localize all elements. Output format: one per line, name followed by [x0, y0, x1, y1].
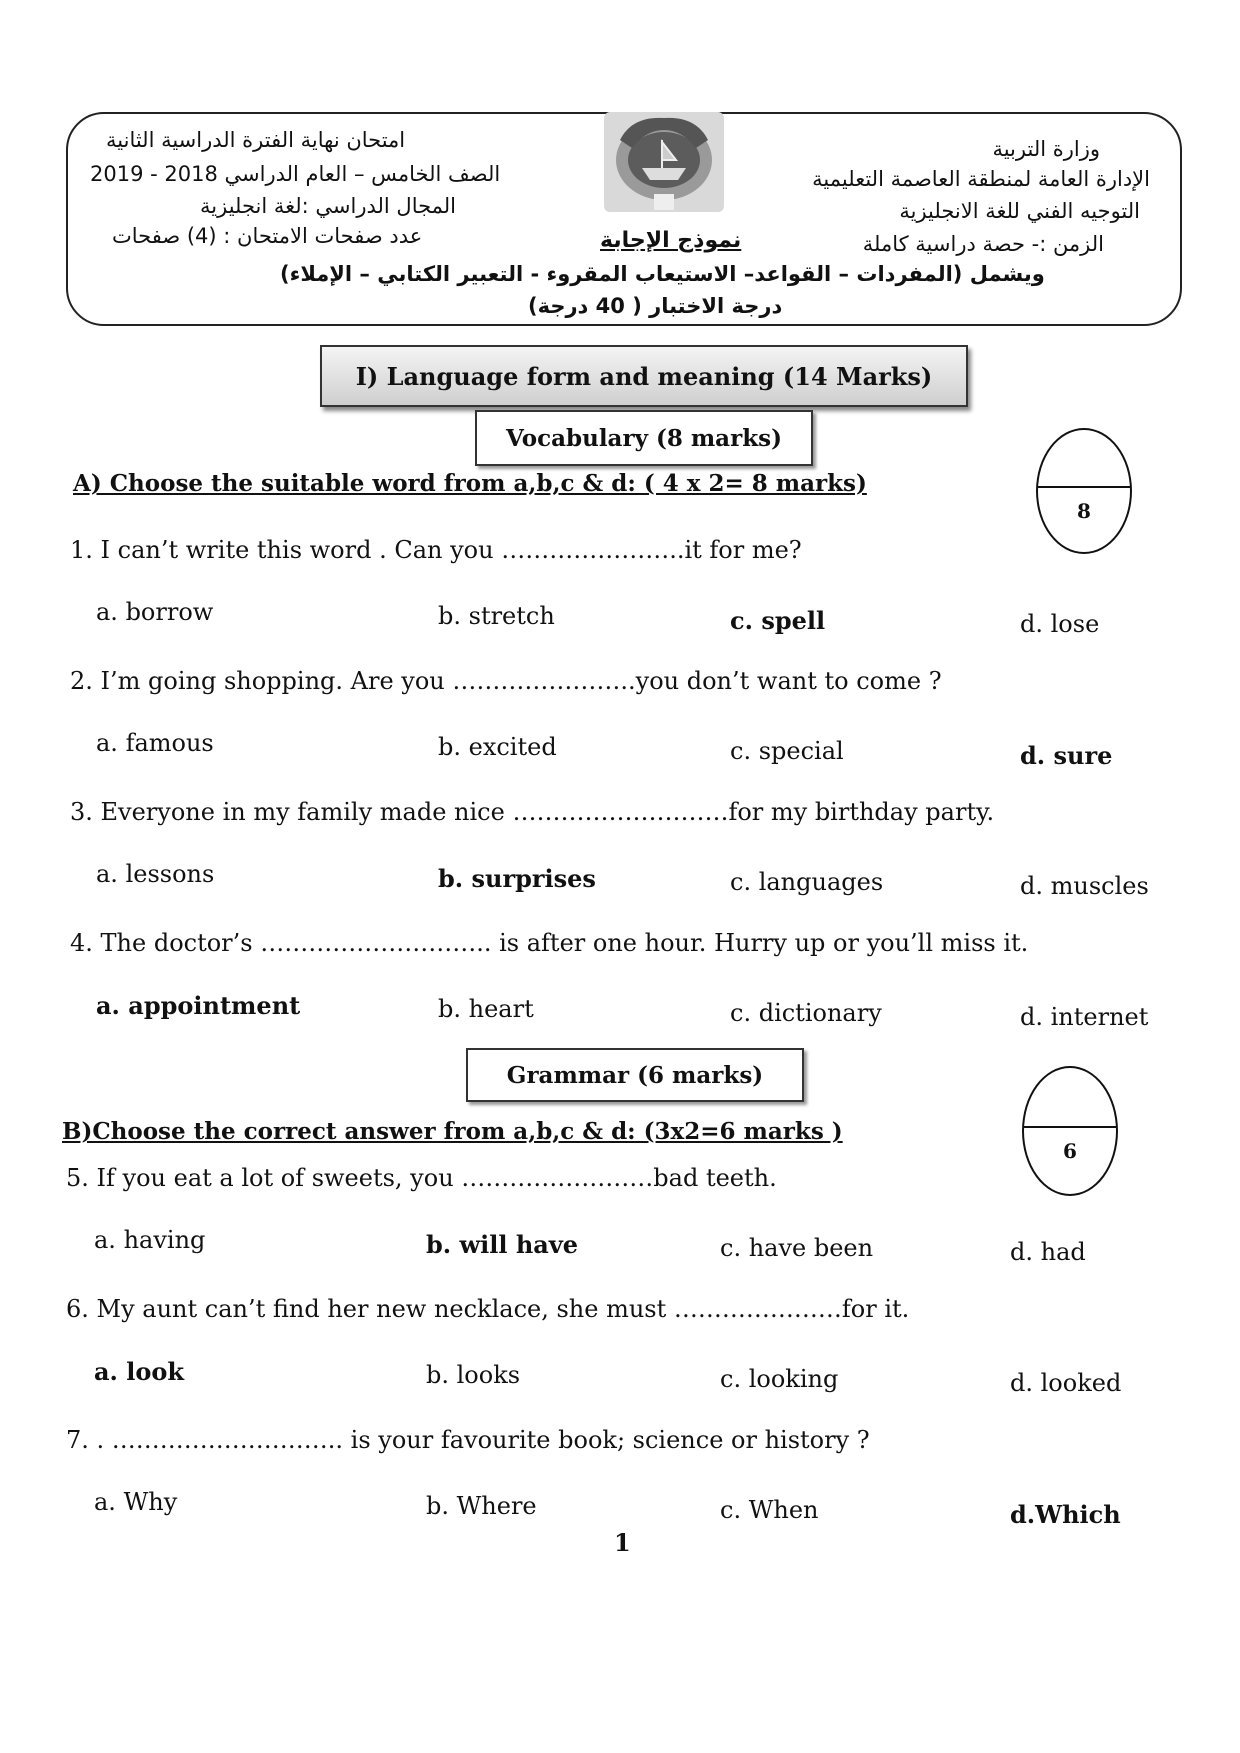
option-grammar-2-a: a. look [94, 1357, 185, 1386]
option-grammar-3-a: a. Why [94, 1488, 178, 1516]
answer-model-label: نموذج الإجابة [600, 228, 742, 253]
exam-time-label: الزمن :- حصة دراسية كاملة [862, 232, 1104, 256]
pages-count-label: عدد صفحات الامتحان : (4) صفحات [112, 224, 423, 248]
option-vocabulary-4-d: d. internet [1020, 1003, 1149, 1031]
question-grammar-1: 5. If you eat a lot of sweets, you ……………………bad teeth. [66, 1164, 777, 1192]
option-vocabulary-2-a: a. famous [96, 729, 214, 757]
vocabulary-title: Vocabulary (8 marks) [475, 410, 813, 466]
question-grammar-2: 6. My aunt can’t find her new necklace, she must …………………for it. [66, 1295, 910, 1323]
grammar-score-oval [1022, 1066, 1118, 1196]
supervision-label: التوجيه الفني للغة الانجليزية [899, 199, 1140, 223]
option-grammar-1-b: b. will have [426, 1230, 579, 1259]
vocabulary-score-oval [1036, 428, 1132, 554]
exam-title: امتحان نهاية الفترة الدراسية الثانية [106, 128, 406, 152]
option-vocabulary-3-b: b. surprises [438, 864, 596, 893]
option-vocabulary-3-a: a. lessons [96, 860, 215, 888]
option-vocabulary-3-c: c. languages [730, 868, 884, 896]
grade-year-label: الصف الخامس – العام الدراسي 2018 - 2019 [90, 162, 501, 186]
question-vocabulary-3: 3. Everyone in my family made nice ………………………for my birthday party. [70, 798, 995, 826]
question-grammar-3: 7. . ……………………….. is your favourite book; science or history ? [66, 1426, 870, 1454]
option-grammar-1-c: c. have been [720, 1234, 874, 1262]
option-grammar-1-d: d. had [1010, 1238, 1086, 1266]
option-vocabulary-1-a: a. borrow [96, 598, 214, 626]
option-grammar-3-c: c. When [720, 1496, 819, 1524]
grammar-score: 6 [1063, 1138, 1077, 1163]
includes-label: ويشمل (المفردات – القواعد– الاستيعاب المقروء - التعبير الكتابي – الإملاء) [280, 262, 1045, 286]
page-number: 1 [614, 1528, 631, 1557]
option-vocabulary-1-d: d. lose [1020, 610, 1100, 638]
subject-label: المجال الدراسي :لغة انجليزية [200, 194, 457, 218]
vocabulary-score: 8 [1077, 498, 1091, 523]
option-vocabulary-4-c: c. dictionary [730, 999, 882, 1027]
question-vocabulary-4: 4. The doctor’s ……………………….. is after one hour. Hurry up or you’ll miss it. [70, 929, 1029, 957]
option-vocabulary-2-d: d. sure [1020, 741, 1113, 770]
grammar-title: Grammar (6 marks) [466, 1048, 804, 1102]
grammar-instruction: B)Choose the correct answer from a,b,c & d: (3x2=6 marks ) [62, 1118, 843, 1145]
option-vocabulary-4-a: a. appointment [96, 991, 301, 1020]
vocabulary-instruction: A) Choose the suitable word from a,b,c & d: ( 4 x 2= 8 marks) [73, 470, 867, 497]
option-vocabulary-3-d: d. muscles [1020, 872, 1149, 900]
section-title: I) Language form and meaning (14 Marks) [320, 345, 968, 407]
option-vocabulary-1-c: c. spell [730, 606, 826, 635]
directorate-label: الإدارة العامة لمنطقة العاصمة التعليمية [812, 167, 1150, 191]
question-vocabulary-1: 1. I can’t write this word . Can you …………………..it for me? [70, 536, 802, 564]
option-grammar-1-a: a. having [94, 1226, 206, 1254]
option-vocabulary-2-b: b. excited [438, 733, 557, 761]
question-vocabulary-2: 2. I’m going shopping. Are you …………………..you don’t want to come ? [70, 667, 942, 695]
kuwait-emblem-icon [602, 110, 726, 214]
option-grammar-2-b: b. looks [426, 1361, 521, 1389]
ministry-label: وزارة التربية [992, 137, 1100, 161]
option-grammar-2-d: d. looked [1010, 1369, 1122, 1397]
total-mark-label: درجة الاختبار ( 40 درجة) [528, 294, 783, 318]
option-grammar-3-b: b. Where [426, 1492, 537, 1520]
option-vocabulary-1-b: b. stretch [438, 602, 555, 630]
option-vocabulary-4-b: b. heart [438, 995, 534, 1023]
option-grammar-3-d: d.Which [1010, 1500, 1121, 1529]
option-grammar-2-c: c. looking [720, 1365, 839, 1393]
option-vocabulary-2-c: c. special [730, 737, 844, 765]
